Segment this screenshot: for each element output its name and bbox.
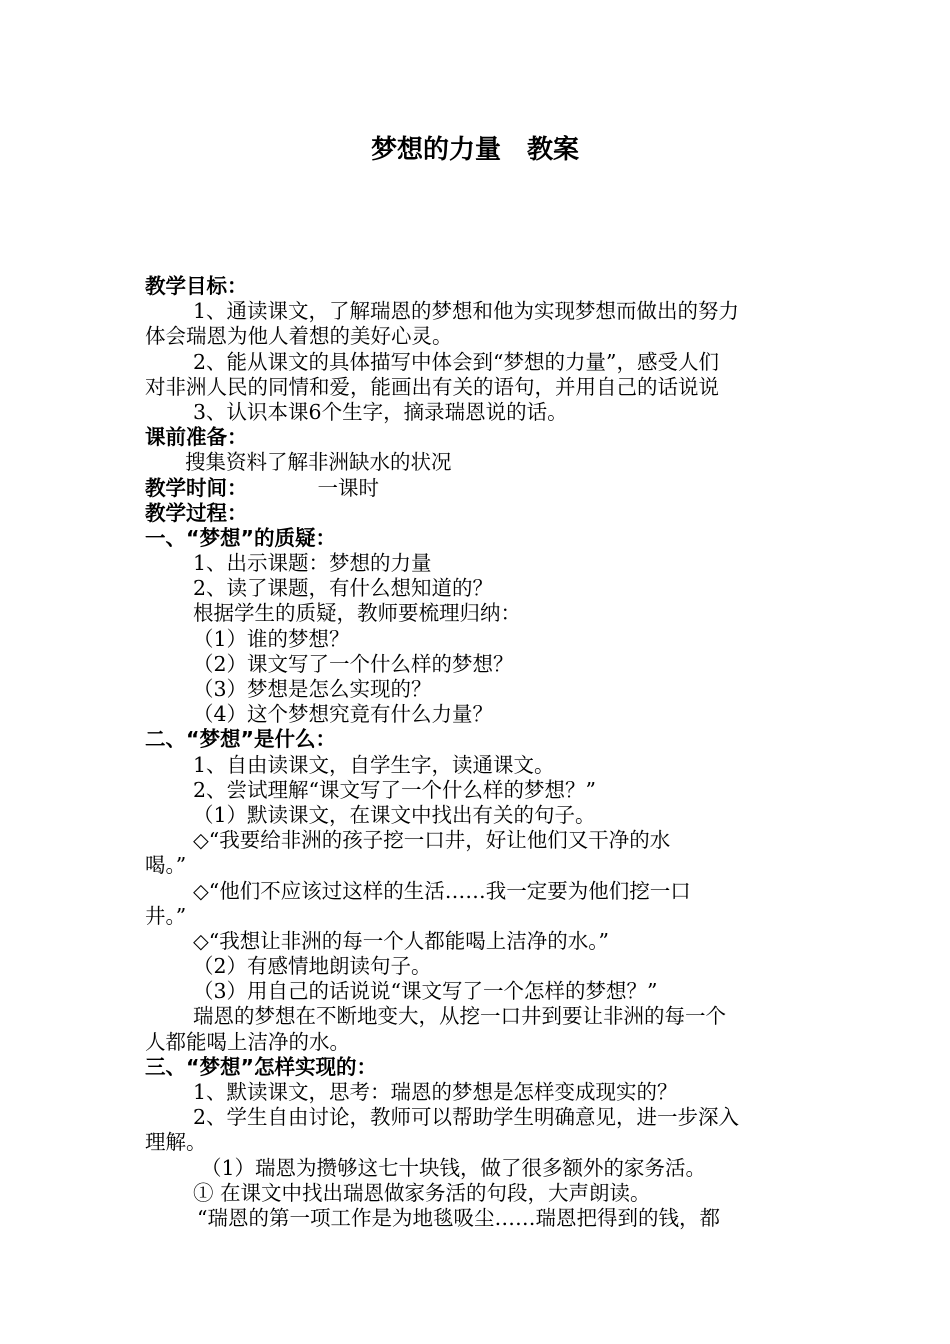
- section-line: （4）这个梦想究竟有什么力量？: [193, 702, 494, 727]
- section-line: 1、默读课文，思考：瑞恩的梦想是怎样变成现实的？: [193, 1080, 678, 1104]
- objective-line: 3、认识本课6个生字，摘录瑞恩说的话。: [193, 399, 568, 424]
- section-line: 2、尝试理解“课文写了一个什么样的梦想？”: [193, 777, 597, 802]
- section-line: （2）有感情地朗读句子。: [193, 954, 432, 979]
- objective-line: 1、通读课文，了解瑞恩的梦想和他为实现梦想而做出的努力: [193, 299, 740, 324]
- section-heading: 二、“梦想”是什么：: [145, 727, 336, 752]
- lesson-plan-body: [145, 274, 825, 1231]
- section-line: 瑞恩的梦想在不断地变大，从挖一口井到要让非洲的每一个: [193, 1004, 726, 1029]
- time-value: 一课时: [317, 475, 379, 500]
- section-line: 根据学生的质疑，教师要梳理归纳：: [193, 601, 521, 626]
- section-line: 2、学生自由讨论，教师可以帮助学生明确意见，进一步深入: [193, 1105, 740, 1130]
- section-line: （1）默读课文，在课文中找出有关的句子。: [193, 802, 596, 827]
- section-line: （1）瑞恩为攒够这七十块钱，做了很多额外的家务活。: [201, 1155, 707, 1180]
- section-line: （3）用自己的话说说“课文写了一个怎样的梦想？”: [193, 979, 658, 1004]
- quote-line: 井。”: [145, 903, 187, 928]
- quote-line: ◇“我想让非洲的每一个人都能喝上洁净的水。”: [193, 928, 609, 953]
- section-line: （3）梦想是怎么实现的？: [193, 677, 432, 701]
- time-row: [145, 476, 825, 501]
- section-line: 1、自由读课文，自学生字，读通课文。: [193, 752, 555, 777]
- page-title: 梦想的力量 教案: [370, 135, 579, 165]
- objective-line: 体会瑞恩为他人着想的美好心灵。: [145, 324, 453, 349]
- section-heading: 三、“梦想”怎样实现的：: [145, 1054, 377, 1079]
- section-line: （1）谁的梦想？: [193, 626, 350, 651]
- section-line: “瑞恩的第一项工作是为地毯吸尘……瑞恩把得到的钱，都: [197, 1205, 720, 1230]
- objective-line: 对非洲人民的同情和爱，能画出有关的语句，并用自己的话说说: [145, 374, 719, 399]
- section-line: 理解。: [145, 1130, 207, 1155]
- process-heading: 教学过程：: [145, 500, 248, 525]
- preparation-heading: 课前准备：: [145, 425, 248, 450]
- section-line: ① 在课文中找出瑞恩做家务活的句段，大声朗读。: [193, 1180, 651, 1205]
- section-line: 1、出示课题：梦想的力量: [193, 551, 432, 576]
- section-line: 2、读了课题，有什么想知道的？: [193, 576, 494, 601]
- section-heading: 一、“梦想”的质疑：: [145, 525, 336, 550]
- objectives-heading: 教学目标：: [145, 274, 248, 298]
- preparation-text: 搜集资料了解非洲缺水的状况: [185, 450, 452, 475]
- time-heading: 教学时间：: [145, 475, 248, 500]
- quote-line: 喝。”: [145, 853, 187, 878]
- quote-line: ◇“我要给非洲的孩子挖一口井，好让他们又干净的水: [193, 828, 671, 853]
- section-line: （2）课文写了一个什么样的梦想？: [193, 651, 514, 676]
- section-line: 人都能喝上洁净的水。: [145, 1029, 350, 1054]
- objective-line: 2、能从课文的具体描写中体会到“梦想的力量”，感受人们: [193, 349, 720, 374]
- quote-line: ◇“他们不应该过这样的生活……我一定要为他们挖一口: [193, 878, 691, 903]
